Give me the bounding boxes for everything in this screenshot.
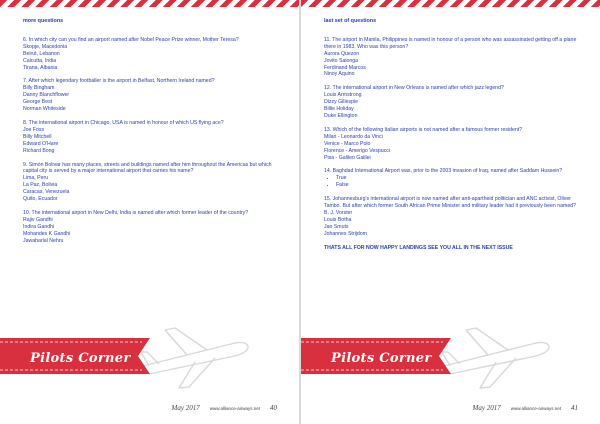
answer-option: • False <box>336 182 586 189</box>
answer-option: Mohandes K Gandhi <box>23 230 71 237</box>
answer-option: Quito, Ecuador <box>23 196 58 203</box>
section-heading: more questions <box>23 18 64 24</box>
question-block <box>23 78 285 113</box>
top-stripe <box>301 0 600 7</box>
question-block <box>23 210 285 245</box>
question-text: 8. The international airport in Chicago, USA is named in honour of which US flying ace? <box>23 119 224 126</box>
page-footer <box>473 404 578 412</box>
question-text: 7. After which legendary footballer is the airport in Belfast, Northern Ireland named? <box>23 78 215 85</box>
answer-option: Joe Foss <box>23 126 45 133</box>
issue-date: May 2017 <box>472 404 501 412</box>
section-brand-title: Pilots Corner <box>331 351 432 366</box>
answer-option: Billie Holiday <box>324 106 354 113</box>
answer-option: Ninoy Aquino <box>324 71 355 78</box>
website: www.alliance-airways.net <box>209 406 260 411</box>
answer-option: Jovito Salonga <box>324 57 359 64</box>
answer-option: Aurora Quezon <box>324 50 360 57</box>
question-text: 15. Johannesburg's international airport is now named after anti-apartheid politician and ANC activist, Oliver Tambo. But after which former South African Prime Minister and military leader had it previously been named? <box>324 196 576 210</box>
left-content <box>23 18 285 251</box>
question-text: 9. Simón Bolivar has many places, streets and buildings named after him throughout the Americas but which capital city is served by a major international airport that carries his name? <box>23 161 272 175</box>
answer-option: Billy Mitchell <box>23 133 52 140</box>
question-block <box>23 162 285 203</box>
answer-option: Florence - Amerigo Vespucci <box>324 147 391 154</box>
answer-option: George Best <box>23 99 53 106</box>
question-block <box>324 196 586 237</box>
right-page <box>301 0 600 424</box>
answer-option: Calcutta, India <box>23 57 57 64</box>
answer-option: Johannes Strijdom <box>324 230 367 237</box>
question-text: 12. The international airport in New Orleans is named after which jazz legend? <box>324 85 504 92</box>
answer-option: Jawaharlal Nehru <box>23 237 64 244</box>
answer-option: Billy Bingham <box>23 85 55 92</box>
answer-option: Tirana, Albania <box>23 64 58 71</box>
answer-option: Jan Smuts <box>324 223 349 230</box>
answer-option: Danny Blanchflower <box>23 92 70 99</box>
answer-option: Dizzy Gillespie <box>324 99 359 106</box>
answer-option: Caracas, Venezuela <box>23 189 70 196</box>
answer-option: Milan - Leonardo da Vinci <box>324 133 383 140</box>
right-content <box>324 18 586 251</box>
left-page <box>0 0 299 424</box>
answer-option: Duke Ellington <box>324 112 358 119</box>
answer-option: Skopje, Macedonia <box>23 43 68 50</box>
section-heading: last set of questions <box>324 18 377 24</box>
question-block <box>324 168 586 189</box>
top-stripe <box>0 0 299 7</box>
question-block <box>324 37 586 78</box>
answer-option: Venice - Marco Polo <box>324 140 371 147</box>
answer-option: Norman Whiteside <box>23 106 66 113</box>
issue-date: May 2017 <box>171 404 200 412</box>
question-text: 10. The international airport in New Delhi, India is named after which former leader of the country? <box>23 209 249 216</box>
answer-option: Ferdinand Marcos <box>324 64 366 71</box>
question-text: 14. Baghdad International Airport was, prior to the 2003 invasion of Iraq, named after Saddam Hussein? <box>324 168 563 175</box>
answer-option: La Paz, Bolivia <box>23 182 58 189</box>
answer-option: B. J. Vorster <box>324 209 353 216</box>
question-block <box>324 127 586 162</box>
answer-option: Indira Gandhi <box>23 223 55 230</box>
answer-option: • True <box>336 175 586 182</box>
answer-option: Louis Armstrong <box>324 92 362 99</box>
answer-option: Beirut, Lebanon <box>23 50 60 57</box>
answer-option: Lima, Peru <box>23 175 49 182</box>
answer-option: Pisa - Galileo Galilei <box>324 154 371 161</box>
question-text: 11. The airport in Manila, Philippines is named in honour of a person who was assassinated getting off a plane there in 1983. Who was this person? <box>324 36 577 50</box>
website: www.alliance-airways.net <box>510 406 561 411</box>
closing-message: THATS ALL FOR NOW HAPPY LANDINGS SEE YOU ALL IN THE NEXT ISSUE <box>324 244 513 251</box>
question-block <box>324 85 586 120</box>
answer-option: Richard Bong <box>23 147 55 154</box>
question-block <box>23 37 285 72</box>
page-number: 41 <box>571 404 578 412</box>
answer-option: Louis Botha <box>324 216 352 223</box>
page-footer <box>172 404 277 412</box>
answer-option: Edward O'Hare <box>23 140 59 147</box>
question-text: 13. Which of the following Italian airports is not named after a famous former resident? <box>324 126 523 133</box>
answer-option: Rajiv Gandhi <box>23 216 53 223</box>
question-block <box>23 120 285 155</box>
page-number: 40 <box>270 404 277 412</box>
answer-bullets <box>324 175 586 189</box>
section-brand-title: Pilots Corner <box>30 351 131 366</box>
question-text: 6. In which city can you find an airport named after Nobel Peace Prize winner, Mother Teresa? <box>23 36 239 43</box>
